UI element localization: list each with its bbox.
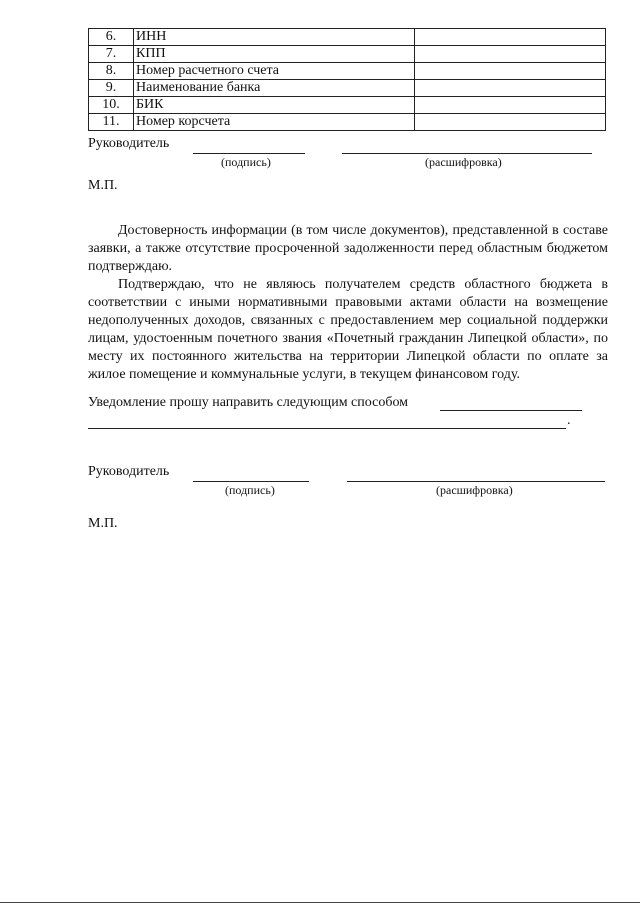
notification-method-line-2[interactable] — [88, 428, 566, 429]
row-number: 7. — [89, 46, 134, 63]
confirmation-paragraph-1 — [88, 222, 608, 276]
row-label: ИНН — [134, 29, 415, 46]
table-row — [89, 46, 606, 63]
table-row — [89, 114, 606, 131]
row-label: Наименование банка — [134, 80, 415, 97]
table-row — [89, 97, 606, 114]
row-number: 9. — [89, 80, 134, 97]
head-label: Руководитель — [88, 136, 170, 151]
notification-end-dot: . — [567, 413, 571, 428]
page-bottom-edge — [0, 902, 640, 903]
row-value-cell[interactable] — [415, 114, 606, 131]
row-value-cell[interactable] — [415, 46, 606, 63]
row-label: Номер расчетного счета — [134, 63, 415, 80]
requisites-table — [88, 28, 606, 131]
notification-label: Уведомление прошу направить следующим способом — [88, 395, 409, 410]
stamp-place-label-2: М.П. — [88, 516, 118, 531]
decoding-line[interactable] — [342, 153, 592, 154]
row-label: БИК — [134, 97, 415, 114]
row-label: Номер корсчета — [134, 114, 415, 131]
stamp-place-label: М.П. — [88, 178, 118, 193]
signature-line-2[interactable] — [193, 481, 309, 482]
decoding-caption-2: (расшифровка) — [436, 483, 513, 497]
decoding-caption: (расшифровка) — [425, 155, 502, 169]
requisites-table-body — [89, 29, 606, 131]
row-value-cell[interactable] — [415, 29, 606, 46]
table-row — [89, 63, 606, 80]
decoding-line-2[interactable] — [347, 481, 605, 482]
row-number: 10. — [89, 97, 134, 114]
row-number: 6. — [89, 29, 134, 46]
confirmation-paragraph-2-text: Подтверждаю, что не являюсь получателем средств областного бюджета в соответствии с иными нормативными правовыми актами области на возмещение недополученных доходов, связанных с предоставлением мер социальной поддержки лицам, удостоенным почетного звания «Почетный гражданин Липецкой области», по месту их постоянного жительства на территории Липецкой области по оплате за жилое помещение и коммунальные услуги, в текущем финансовом году. — [88, 277, 608, 382]
table-row — [89, 29, 606, 46]
row-value-cell[interactable] — [415, 63, 606, 80]
notification-method-line[interactable] — [440, 410, 582, 411]
row-number: 11. — [89, 114, 134, 131]
signature-line[interactable] — [193, 153, 305, 154]
row-number: 8. — [89, 63, 134, 80]
row-label: КПП — [134, 46, 415, 63]
row-value-cell[interactable] — [415, 80, 606, 97]
confirmation-paragraph-2 — [88, 276, 608, 384]
signature-caption-2: (подпись) — [225, 483, 275, 497]
signature-caption: (подпись) — [221, 155, 271, 169]
confirmation-paragraph-1-text: Достоверность информации (в том числе документов), представленной в составе заявки, а также отсутствие просроченной задолженности перед областным бюджетом подтверждаю. — [88, 223, 608, 274]
table-row — [89, 80, 606, 97]
head-label-2: Руководитель — [88, 464, 170, 479]
row-value-cell[interactable] — [415, 97, 606, 114]
